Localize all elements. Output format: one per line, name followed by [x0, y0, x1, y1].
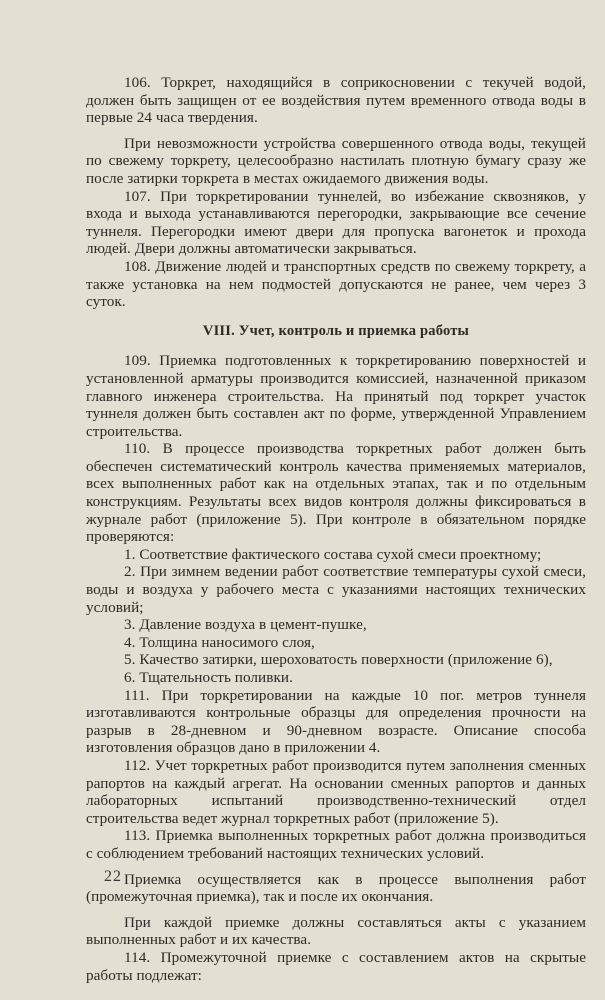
paragraph: 110. В процессе производства торкретных работ должен быть обеспечен систематический контроль качества применяемых материалов, всех выполненных работ как на отдельных этапах, так и по отдельным конструкциям. Результаты всех видов контроля должны фиксироваться в журнале работ (приложение 5). При контроле в обязательном порядке проверяются: [86, 440, 586, 546]
paragraph: Приемка осуществляется как в процессе выполнения работ (промежуточная приемка), так и после их окончания. [86, 870, 586, 906]
check-list-item: 2. При зимнем ведении работ соответствие температуры сухой смеси, воды и воздуха у рабочего места с указаниями настоящих технических условий; [86, 563, 586, 616]
section-title: VIII. Учет, контроль и приемка работы [202, 322, 470, 339]
paragraph: 112. Учет торкретных работ производится путем заполнения сменных рапортов на каждый агрегат. На основании сменных рапортов и данных лабораторных испытаний производственно-технический отдел строительства ведет журнал торкретных работ (приложение 5). [86, 756, 586, 827]
paragraph: 111. При торкретировании на каждые 10 пог. метров туннеля изготавливаются контрольные образцы для определения прочности на разрыв в 28-дневном и 90-дневном возрасте. Описание способа изготовления образцов дано в приложении 4. [86, 686, 586, 757]
check-list-item: 4. Толщина наносимого слоя, [124, 633, 315, 651]
paragraph: 107. При торкретировании туннелей, во избежание сквозняков, у входа и выхода устанавливаются перегородки, закрывающие все сечение туннеля. Перегородки имеют двери для пропуска вагонеток и прохода людей. Двери должны автоматически закрываться. [86, 187, 586, 258]
paragraph: 106. Торкрет, находящийся в соприкосновении с текучей водой, должен быть защищен от ее воздействия путем временного отвода воды в первые 24 часа твердения. [86, 74, 586, 127]
check-list-item: 3. Давление воздуха в цемент-пушке, [124, 616, 367, 634]
check-list-item: 1. Соответствие фактического состава сухой смеси проектному; [124, 545, 542, 563]
check-list-item: 6. Тщательность поливки. [124, 669, 293, 686]
paragraph: При невозможности устройства совершенного отвода воды, текущей по свежему торкрету, целесообразно настилать плотную бумагу сразу же после затирки торкрета в местах ожидаемого движения воды. [86, 134, 586, 187]
paragraph: 114. Промежуточной приемке с составлением актов на скрытые работы подлежат: [86, 948, 586, 984]
page-number: 22 [104, 868, 122, 885]
paragraph: 109. Приемка подготовленных к торкретированию поверхностей и установленной арматуры производится комиссией, назначенной приказом главного инженера строительства. На принятый под торкрет участок туннеля должен быть составлен акт по форме, утвержденной Управлением строительства. [86, 352, 586, 440]
document-body [86, 74, 586, 984]
paragraph: 113. Приемка выполненных торкретных работ должна производиться с соблюдением требований настоящих технических условий. [86, 827, 586, 862]
paragraph: 108. Движение людей и транспортных средств по свежему торкрету, а также установка на нем подмостей допускаются не ранее, чем через 3 суток. [86, 257, 586, 311]
check-list-item: 5. Качество затирки, шероховатость поверхности (приложение 6), [124, 651, 553, 669]
paragraph: При каждой приемке должны составляться акты с указанием выполненных работ и их качества. [86, 913, 586, 949]
